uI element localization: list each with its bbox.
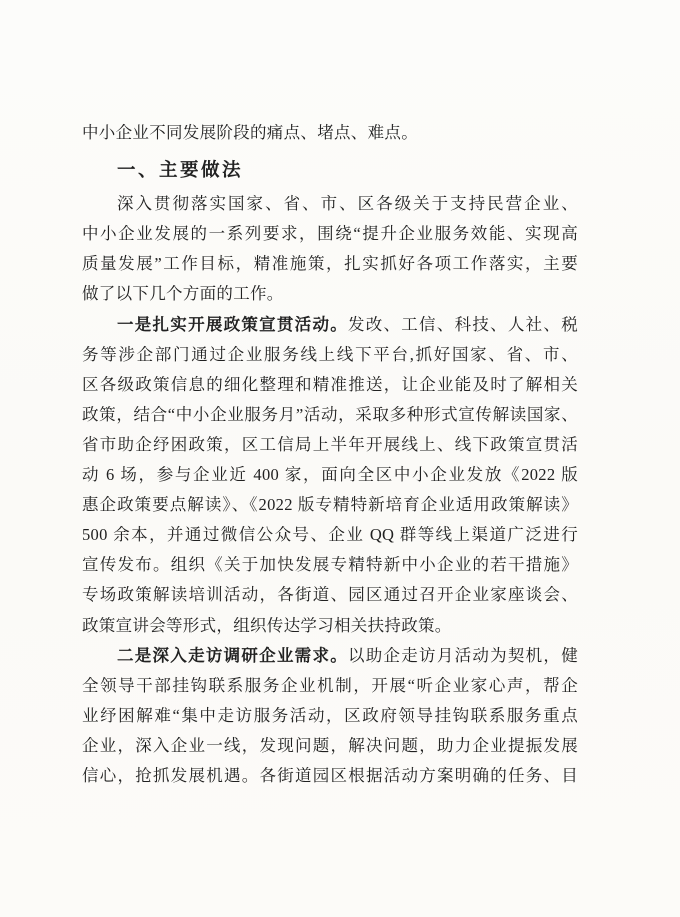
- line-06: [82, 279, 578, 309]
- line-18-text: 以助企走访月活动为契机，健: [347, 645, 578, 665]
- line-11-text: 省市助企纾困政策，区工信局上半年开展线上、线下政策宣贯活: [82, 434, 578, 454]
- line-01: [82, 118, 578, 148]
- line-14-text: 500 余本，并通过微信公众号、企业 QQ 群等线上渠道广泛进行: [82, 525, 578, 545]
- line-16: [82, 580, 578, 610]
- section-heading-text: 一、主要做法: [117, 160, 244, 182]
- document-body: [82, 118, 578, 791]
- line-16-text: 专场政策解读培训活动，各街道、园区通过召开企业家座谈会、: [82, 585, 578, 605]
- line-05: [82, 249, 578, 279]
- line-08-text: 务等涉企部门通过企业服务线上线下平台,抓好国家、省、市、: [82, 344, 578, 364]
- section-heading: [82, 156, 578, 186]
- line-14: [82, 520, 578, 550]
- line-18-bold-lead: 二是深入走访调研企业需求。: [117, 645, 348, 665]
- line-21-text: 企业，深入企业一线，发现问题，解决问题，助力企业提振发展: [82, 735, 578, 755]
- line-12-text: 动 6 场，参与企业近 400 家，面向全区中小企业发放《2022 版: [82, 465, 578, 485]
- line-09: [82, 370, 578, 400]
- line-11: [82, 430, 578, 460]
- line-03-text: 深入贯彻落实国家、省、市、区各级关于支持民营企业、: [117, 194, 578, 214]
- line-12: [82, 460, 578, 490]
- line-22: [82, 761, 578, 791]
- line-22-text: 信心，抢抓发展机遇。各街道园区根据活动方案明确的任务、目: [82, 765, 578, 785]
- line-10: [82, 400, 578, 430]
- line-06-text: 做了以下几个方面的工作。: [82, 284, 284, 304]
- line-03: [82, 189, 578, 219]
- line-10-text: 政策，结合“中小企业服务月”活动，采取多种形式宣传解读国家、: [82, 404, 578, 424]
- line-17-text: 政策宣讲会等形式，组织传达学习相关扶持政策。: [82, 615, 452, 635]
- line-20: [82, 701, 578, 731]
- line-21: [82, 731, 578, 761]
- line-18: [82, 641, 578, 671]
- line-09-text: 区各级政策信息的细化整理和精准推送，让企业能及时了解相关: [82, 374, 578, 394]
- line-19-text: 全领导干部挂钩联系服务企业机制，开展“听企业家心声，帮企: [82, 675, 578, 695]
- line-13-text: 惠企政策要点解读》、《2022 版专精特新培育企业适用政策解读》: [82, 495, 578, 515]
- line-15: [82, 550, 578, 580]
- line-07-bold-lead: 一是扎实开展政策宣贯活动。: [117, 314, 348, 334]
- line-15-text: 宣传发布。组织《关于加快发展专精特新中小企业的若干措施》: [82, 555, 578, 575]
- line-01-text: 中小企业不同发展阶段的痛点、堵点、难点。: [82, 123, 418, 142]
- line-19: [82, 671, 578, 701]
- line-04-text: 中小企业发展的一系列要求，围绕“提升企业服务效能、实现高: [82, 224, 578, 244]
- line-17: [82, 611, 578, 641]
- line-04: [82, 219, 578, 249]
- line-05-text: 质量发展”工作目标，精准施策，扎实抓好各项工作落实，主要: [82, 254, 578, 274]
- line-20-text: 业纾困解难“集中走访服务活动，区政府领导挂钩联系服务重点: [82, 705, 578, 725]
- line-07-text: 发改、工信、科技、人社、税: [347, 314, 578, 334]
- line-13: [82, 490, 578, 520]
- line-07: [82, 310, 578, 340]
- line-08: [82, 340, 578, 370]
